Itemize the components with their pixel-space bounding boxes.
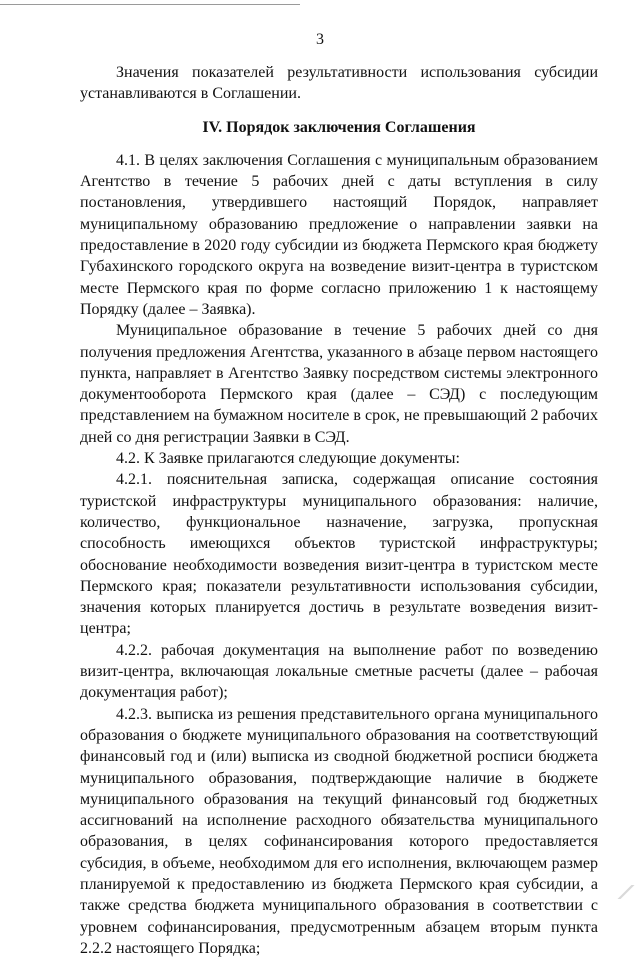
- paragraph-4-2-1: 4.2.1. пояснительная записка, содержащая описание состояния туристской инфраструктуры муниципального образования: наличие, количество, функциональное назначение, загрузка, пропускная способность имеющихся объектов туристской инфраструктуры; обоснование необходимости возведения визит-центра в туристском месте Пермского края; показатели результативности использования субсидии, значения которых планируется достичь в результате возведения визит-центра;: [80, 471, 598, 638]
- paragraph-4-1-2: Муниципальное образование в течение 5 рабочих дней со дня получения предложения Агентства, указанного в абзаце первом настоящего пункта, направляет в Агентство Заявку посредством системы электронного документооборота Пермского края (далее – СЭД) с последующим представлением на бумажном носителе в срок, не превышающий 2 рабочих дней со дня регистрации Заявки в СЭД.: [80, 322, 598, 446]
- section-heading: IV. Порядок заключения Соглашения: [202, 118, 476, 136]
- paragraph-4-1: 4.1. В целях заключения Соглашения с муниципальным образованием Агентство в течение 5 рабочих дней с даты вступления в силу постановления, утвердившего настоящий Порядок, направляет муниципальному образованию предложение о направлении заявки на предоставление в 2020 году субсидии из бюджета Пермского края бюджету Губахинского городского округа на возведение визит-центра в туристском месте Пермского края по форме согласно приложению 1 к настоящему Порядку (далее – Заявка).: [80, 151, 598, 318]
- paragraph-4-2-2: 4.2.2. рабочая документация на выполнение работ по возведению визит-центра, включающая локальные сметные расчеты (далее – рабочая документация работ);: [80, 641, 598, 702]
- page-number: 3: [316, 31, 324, 48]
- top-rule: [0, 4, 300, 5]
- paragraph-indicators: Значения показателей результативности использования субсидии устанавливаются в Соглашении.: [80, 64, 598, 103]
- document-body: [80, 62, 598, 959]
- paragraph-4-2-3: 4.2.3. выписка из решения представительного органа муниципального образования о бюджете муниципального образования на соответствующий финансовый год и (или) выписка из сводной бюджетной росписи бюджета муниципального образования, подтверждающие наличие в бюджете муниципального образования на текущий финансовый год бюджетных ассигнований на исполнение расходного обязательства муниципального образования, в целях софинансирования которого предоставляется субсидия, в объеме, необходимом для его исполнения, включающем размер планируемой к предоставлению из бюджета Пермского края субсидии, а также средства бюджета муниципального образования в соответствии с уровнем софинансирования, предусмотренным абзацем вторым пункта 2.2.2 настоящего Порядка;: [80, 705, 598, 957]
- scan-corner-mark: [616, 885, 636, 899]
- paragraph-4-2: 4.2. К Заявке прилагаются следующие документы:: [116, 450, 460, 468]
